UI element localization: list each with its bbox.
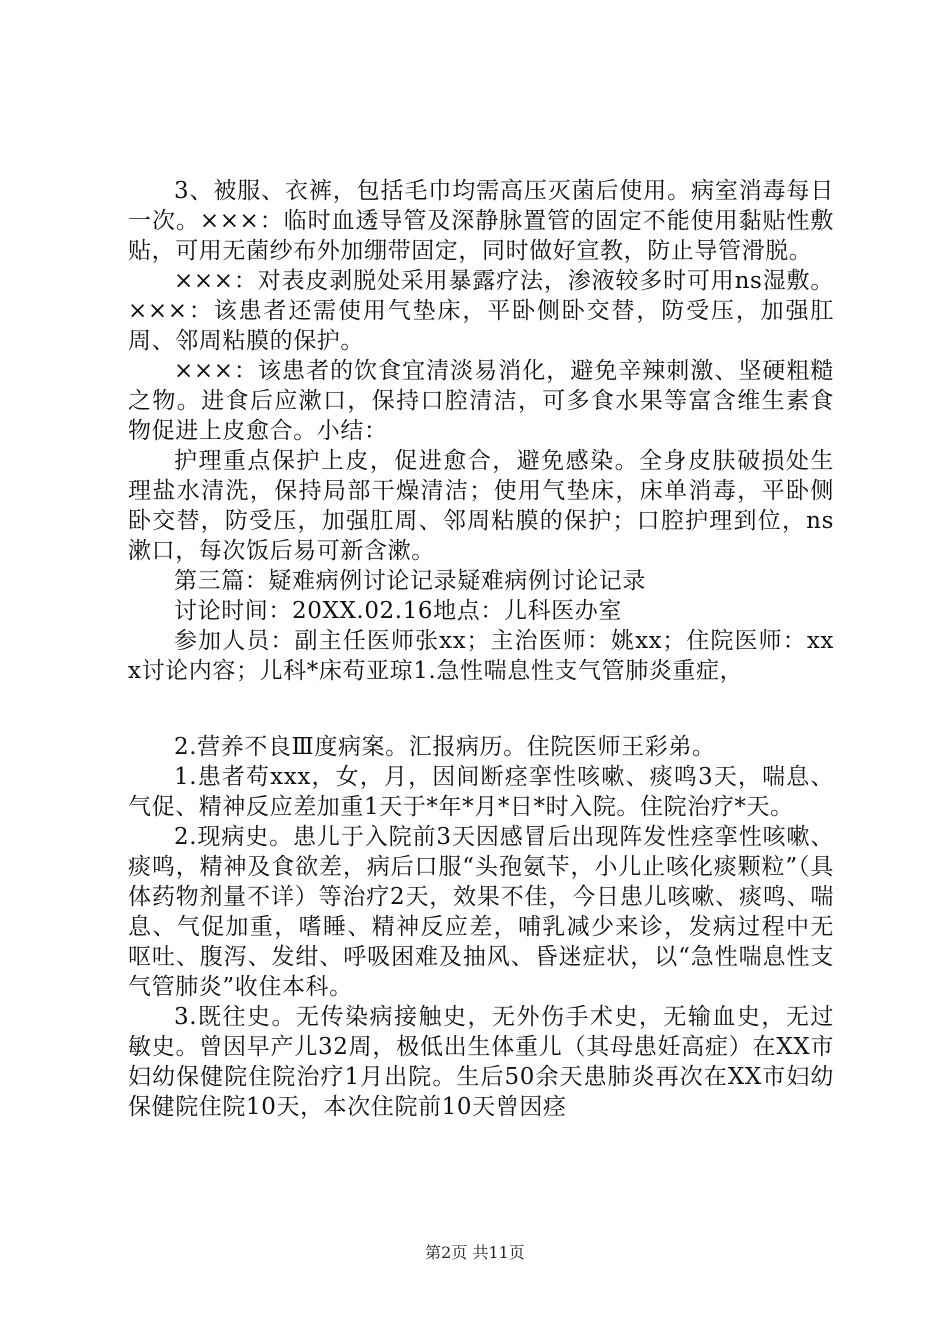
paragraph: ×××：对表皮剥脱处采用暴露疗法，渗液较多时可用ns湿敷。×××：该患者还需使用气垫床，平卧侧卧交替，防受压，加强肛周、邻周粘膜的保护。 <box>128 268 834 354</box>
page-footer: 第2页 共11页 <box>425 1243 525 1262</box>
paragraph: 2.营养不良Ⅲ度病案。汇报病历。住院医师王彩弟。 <box>174 734 716 760</box>
body-section-top <box>128 176 834 686</box>
paragraph: 3.既往史。无传染病接触史，无外伤手术史，无输血史，无过敏史。曾因早产儿32周，极低出生体重儿（其母患妊高症）在XX市妇幼保健院住院治疗1月出院。生后50余天患肺炎再次在XX市妇幼保健院住院10天，本次住院前10天曾因痉 <box>128 1004 834 1120</box>
paragraph: 参加人员：副主任医师张xx；主治医师：姚xx；住院医师：xxx讨论内容；儿科*床苟亚琼1.急性喘息性支气管肺炎重症， <box>128 628 834 684</box>
paragraph: 3、被服、衣裤，包括毛巾均需高压灭菌后使用。病室消毒每日一次。×××：临时血透导管及深静脉置管的固定不能使用黏贴性敷贴，可用无菌纱布外加绷带固定，同时做好宣教，防止导管滑脱。 <box>128 178 834 264</box>
paragraph: 2.现病史。患儿于入院前3天因感冒后出现阵发性痉挛性咳嗽、痰鸣，精神及食欲差，病后口服“头孢氨苄，小儿止咳化痰颗粒”（具体药物剂量不详）等治疗2天，效果不佳，今日患儿咳嗽、痰鸣、喘息、气促加重，嗜睡、精神反应差，哺乳减少来诊，发病过程中无呕吐、腹泻、发绀、呼吸困难及抽风、昏迷症状，以“急性喘息性支气管肺炎”收住本科。 <box>128 824 834 1000</box>
body-section-bottom <box>128 732 834 1122</box>
paragraph: 护理重点保护上皮，促进愈合，避免感染。全身皮肤破损处生理盐水清洗，保持局部干燥清洁；使用气垫床，床单消毒，平卧侧卧交替，防受压，加强肛周、邻周粘膜的保护；口腔护理到位，ns漱口，每次饭后易可新含漱。 <box>128 448 834 564</box>
section-heading: 第三篇：疑难病例讨论记录疑难病例讨论记录 <box>174 568 646 594</box>
paragraph: 讨论时间：20XX.02.16地点：儿科医办室 <box>174 598 622 624</box>
paragraph: 1.患者苟xxx，女，月，因间断痉挛性咳嗽、痰鸣3天，喘息、气促、精神反应差加重1天于*年*月*日*时入院。住院治疗*天。 <box>128 764 834 820</box>
paragraph: ×××：该患者的饮食宜清淡易消化，避免辛辣刺激、坚硬粗糙之物。进食后应漱口，保持口腔清洁，可多食水果等富含维生素食物促进上皮愈合。小结： <box>128 358 834 444</box>
